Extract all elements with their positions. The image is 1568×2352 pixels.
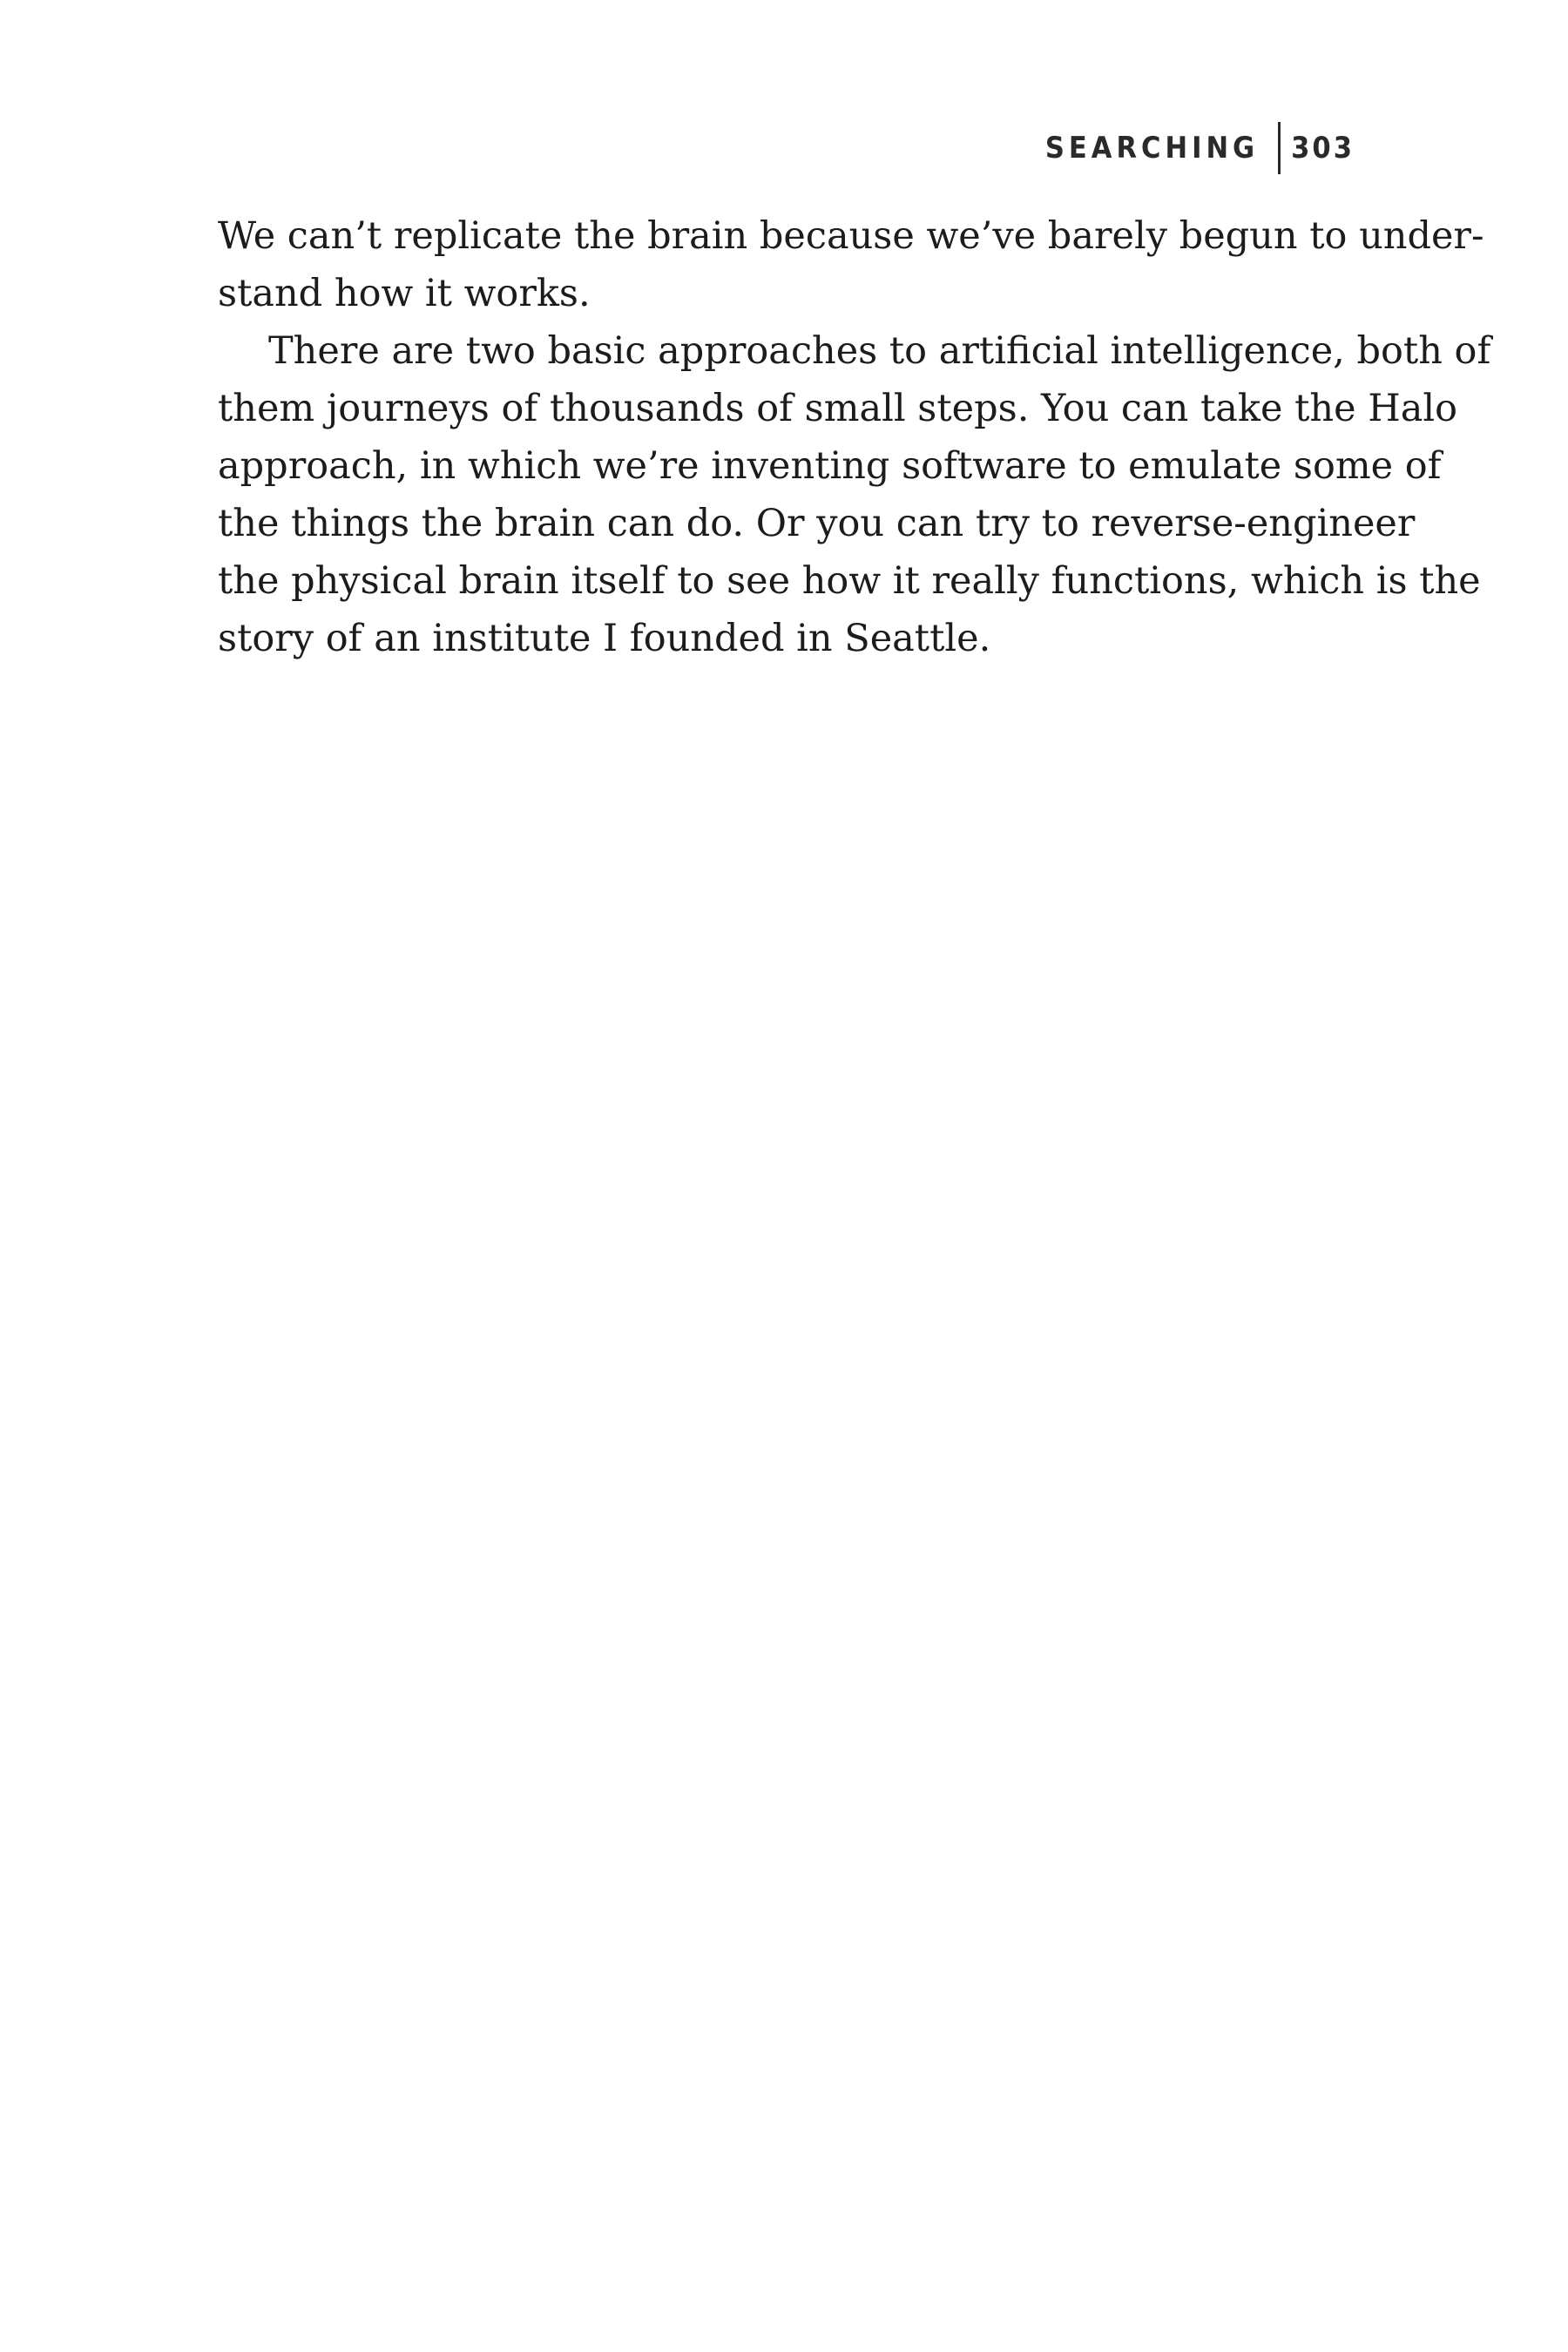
- text-line: the things the brain can do. Or you can try to reverse-engineer: [218, 502, 1416, 545]
- body-text: [218, 207, 1491, 667]
- text-line: them journeys of thousands of small steps. You can take the Halo: [218, 387, 1457, 430]
- text-line: We can’t replicate the brain because we’ve barely begun to under-: [218, 214, 1484, 258]
- text-line: the physical brain itself to see how it really functions, which is the: [218, 559, 1481, 603]
- page-number: 303: [1291, 131, 1355, 166]
- running-head-section: SEARCHING: [1044, 131, 1260, 166]
- text-line: story of an institute I founded in Seattle.: [218, 617, 991, 660]
- text-line: There are two basic approaches to artificial intelligence, both of: [268, 329, 1491, 373]
- running-head: [1045, 122, 1355, 174]
- text-line: approach, in which we’re inventing software to emulate some of: [218, 444, 1442, 488]
- running-head-divider: [1278, 122, 1281, 174]
- text-line: stand how it works.: [218, 272, 591, 315]
